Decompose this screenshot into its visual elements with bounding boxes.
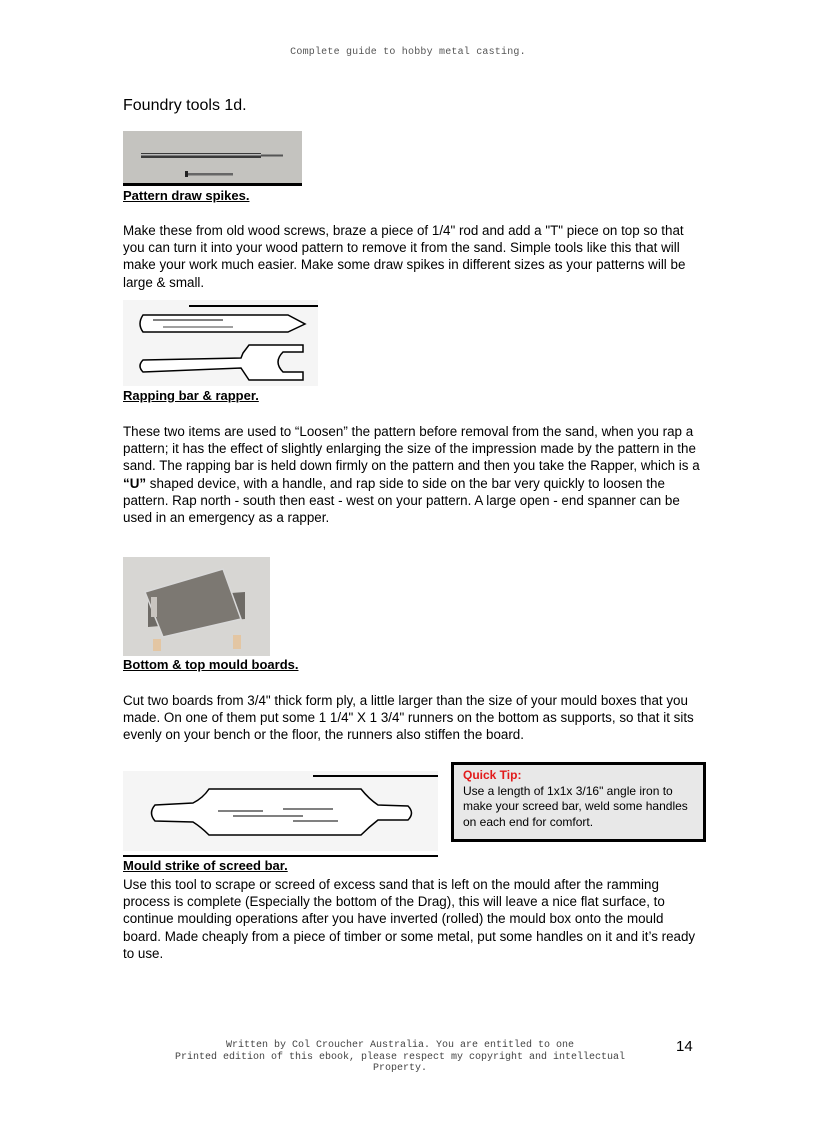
caption-mould-boards: Bottom & top mould boards. <box>123 657 299 672</box>
quick-tip-body: Use a length of 1x1x 3/16" angle iron to make your screed bar, weld some handles on each end for comfort. <box>463 783 688 829</box>
paragraph-draw-spikes: Make these from old wood screws, braze a piece of 1/4" rod and add a "T" piece on top so that you can turn it into your wood pattern to remove it from the sand. Simple tools like this that will make your work much easier. Make some draw spikes in different sizes as your patterns will be large & small. <box>123 223 686 290</box>
caption-rule <box>123 855 438 857</box>
mould-boards-photo-icon <box>123 557 270 656</box>
draw-spikes-photo-icon <box>123 131 302 186</box>
paragraph-screed-bar: Use this tool to scrape or screed of excess sand that is left on the mould after the ramming process is complete (Especially the bottom of the Drag), this will leave a nice flat surface, to continue moulding operations after you have inverted (rolled) the mould box onto the mould board. Made cheaply from a piece of timber or some metal, put some handles on it and it’s ready to use. <box>123 877 696 961</box>
quick-tip-box <box>451 762 706 842</box>
caption-pattern-draw-spikes: Pattern draw spikes. <box>123 188 250 203</box>
footer-line: Printed edition of this ebook, please respect my copyright and intellectual <box>174 1051 626 1063</box>
quick-tip-title: Quick Tip: <box>463 768 522 782</box>
page-title: Foundry tools 1d. <box>123 97 247 114</box>
paragraph-rapping-bar <box>123 423 703 526</box>
paragraph-text: These two items are used to “Loosen” the pattern before removal from the sand, when you rap a pattern; it has the effect of slightly enlarging the size of the impression made by the pattern in the sand. The rapping bar is held down firmly on the pattern and then you take the Rapper, which is a <box>123 424 700 474</box>
rapping-bar-drawing-icon <box>123 300 318 386</box>
screed-bar-drawing-icon <box>123 771 438 851</box>
paragraph-mould-boards: Cut two boards from 3/4" thick form ply, a little larger than the size of your mould boxes that you made. On one of them put some 1 1/4" X 1 3/4" runners on the bottom as supports, so that it sits evenly on your bench or the floor, the runners also stiffen the board. <box>123 693 694 743</box>
caption-screed-bar: Mould strike of screed bar. <box>123 858 288 873</box>
running-header: Complete guide to hobby metal casting. <box>290 47 526 58</box>
paragraph-bold-u: “U” <box>123 475 147 491</box>
page-number: 14 <box>676 1038 693 1055</box>
footer-line: Property. <box>372 1063 427 1074</box>
footer-line: Written by Col Croucher Australia. You are entitled to one <box>225 1040 575 1051</box>
caption-rapping-bar: Rapping bar & rapper. <box>123 388 259 403</box>
footer-copyright <box>140 1040 660 1075</box>
paragraph-text: shaped device, with a handle, and rap side to side on the bar very quickly to loosen the pattern. Rap north - south then east - west on your pattern. A large open - end spanner can be used in an emergency as a rapper. <box>123 475 680 526</box>
